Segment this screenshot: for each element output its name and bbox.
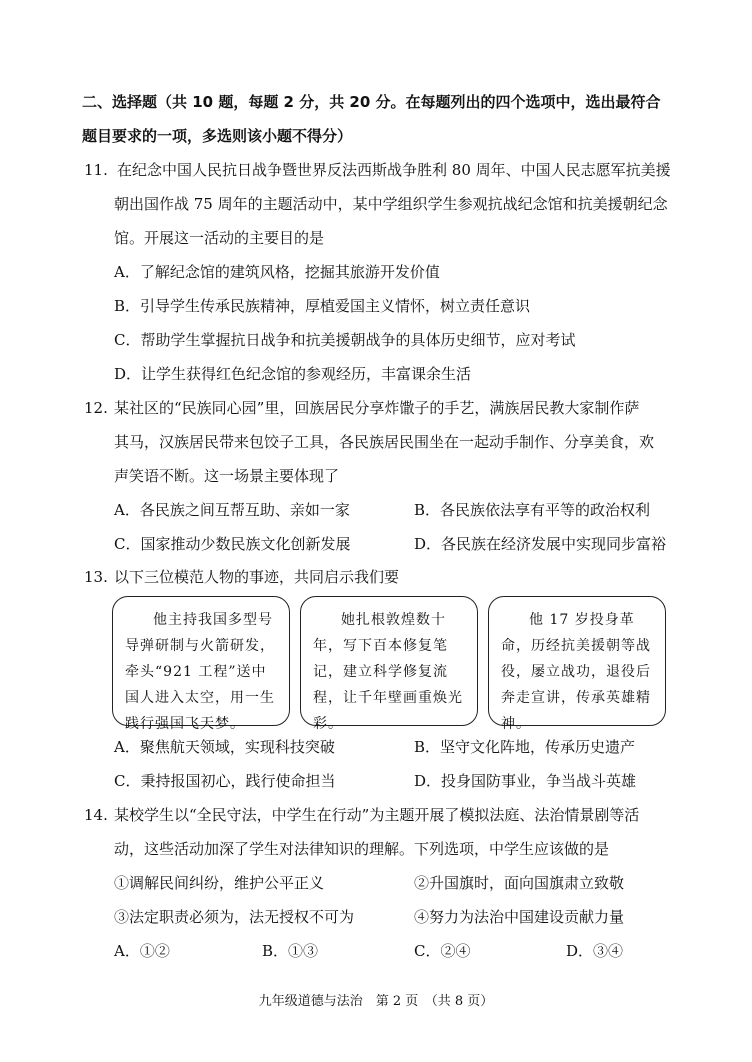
q12-option-b: B．各民族依法享有平等的政治权利 — [414, 501, 651, 519]
q11-option-a: A．了解纪念馆的建筑风格，挖掘其旅游开发价值 — [114, 263, 440, 281]
q11-stem-line3: 馆。开展这一活动的主要目的是 — [114, 229, 325, 247]
q12-stem-line3: 声笑语不断。这一场景主要体现了 — [114, 467, 340, 485]
q11-option-d: D．让学生获得红色纪念馆的参观经历，丰富课余生活 — [114, 365, 472, 383]
question-number-13: 13. — [84, 568, 108, 586]
q14-stem-line2: 动，这些活动加深了学生对法律知识的理解。下列选项，中学生应该做的是 — [114, 840, 610, 858]
q12-option-d: D．各民族在经济发展中实现同步富裕 — [414, 535, 667, 553]
q11-option-c: C．帮助学生掌握抗日战争和抗美援朝战争的具体历史细节，应对考试 — [114, 331, 576, 349]
q14-option-b: B．①③ — [262, 942, 319, 960]
question-number-11: 11. — [84, 161, 108, 179]
q12-option-a: A．各民族之间互帮互助、亲如一家 — [114, 501, 350, 519]
q13-card-war-hero — [488, 596, 666, 732]
q14-option-c: C．②④ — [414, 942, 471, 960]
q13-option-a: A．聚焦航天领域，实现科技突破 — [114, 738, 335, 756]
q12-stem-line2: 其马，汉族居民带来包饺子工具，各民族居民围坐在一起动手制作、分享美食，欢 — [114, 433, 655, 451]
question-number-14: 14. — [84, 806, 108, 824]
q13-option-b: B．坚守文化阵地，传承历史遗产 — [414, 738, 636, 756]
q13-card-dunhuang-restorer — [300, 596, 478, 732]
q11-option-b: B．引导学生传承民族精神，厚植爱国主义情怀，树立责任意识 — [114, 297, 531, 315]
q13-stem: 以下三位模范人物的事迹，共同启示我们要 — [114, 568, 400, 586]
section-heading-line2: 题目要求的一项，多选则该小题不得分） — [82, 127, 353, 145]
section-heading-line1: 二、选择题（共 10 题，每题 2 分，共 20 分。在每题列出的四个选项中，选出最符合 — [82, 93, 661, 111]
q14-item-3: ③法定职责必须为，法无授权不可为 — [114, 908, 355, 926]
q12-stem-line1: 某社区的“民族同心园”里，回族居民分享炸馓子的手艺，满族居民教大家制作萨 — [114, 399, 640, 417]
q14-option-d: D．③④ — [566, 942, 624, 960]
q14-option-a: A．①② — [114, 942, 170, 960]
q11-stem-line1: 在纪念中国人民抗日战争暨世界反法西斯战争胜利 80 周年、中国人民志愿军抗美援 — [117, 161, 671, 179]
q11-stem-line2: 朝出国作战 75 周年的主题活动中，某中学组织学生参观抗战纪念馆和抗美援朝纪念 — [114, 195, 668, 213]
q13-card-missile-scientist — [112, 596, 290, 732]
q14-item-2: ②升国旗时，面向国旗肃立致敬 — [414, 874, 625, 892]
q13-card-3-text: 他 17 岁投身革命，历经抗美援朝等战役，屡立战功，退役后奔走宣讲，传承英雄精神。 — [501, 612, 651, 732]
page-footer: 九年级道德与法治 第 2 页 （共 8 页） — [258, 994, 494, 1009]
q12-option-c: C．国家推动少数民族文化创新发展 — [114, 535, 351, 553]
q13-option-c: C．秉持报国初心，践行使命担当 — [114, 772, 336, 790]
q13-card-1-text: 他主持我国多型号导弹研制与火箭研发，牵头“921 工程”送中国人进入太空，用一生践行强国飞天梦。 — [125, 612, 275, 732]
q14-item-1: ①调解民间纠纷，维护公平正义 — [114, 874, 325, 892]
q14-stem-line1: 某校学生以“全民守法，中学生在行动”为主题开展了模拟法庭、法治情景剧等活 — [114, 806, 640, 824]
question-number-12: 12. — [84, 399, 108, 417]
q13-option-d: D．投身国防事业，争当战斗英雄 — [414, 772, 637, 790]
q13-card-2-text: 她扎根敦煌数十年，写下百本修复笔记，建立科学修复流程，让千年壁画重焕光彩。 — [313, 612, 463, 732]
q14-item-4: ④努力为法治中国建设贡献力量 — [414, 908, 625, 926]
